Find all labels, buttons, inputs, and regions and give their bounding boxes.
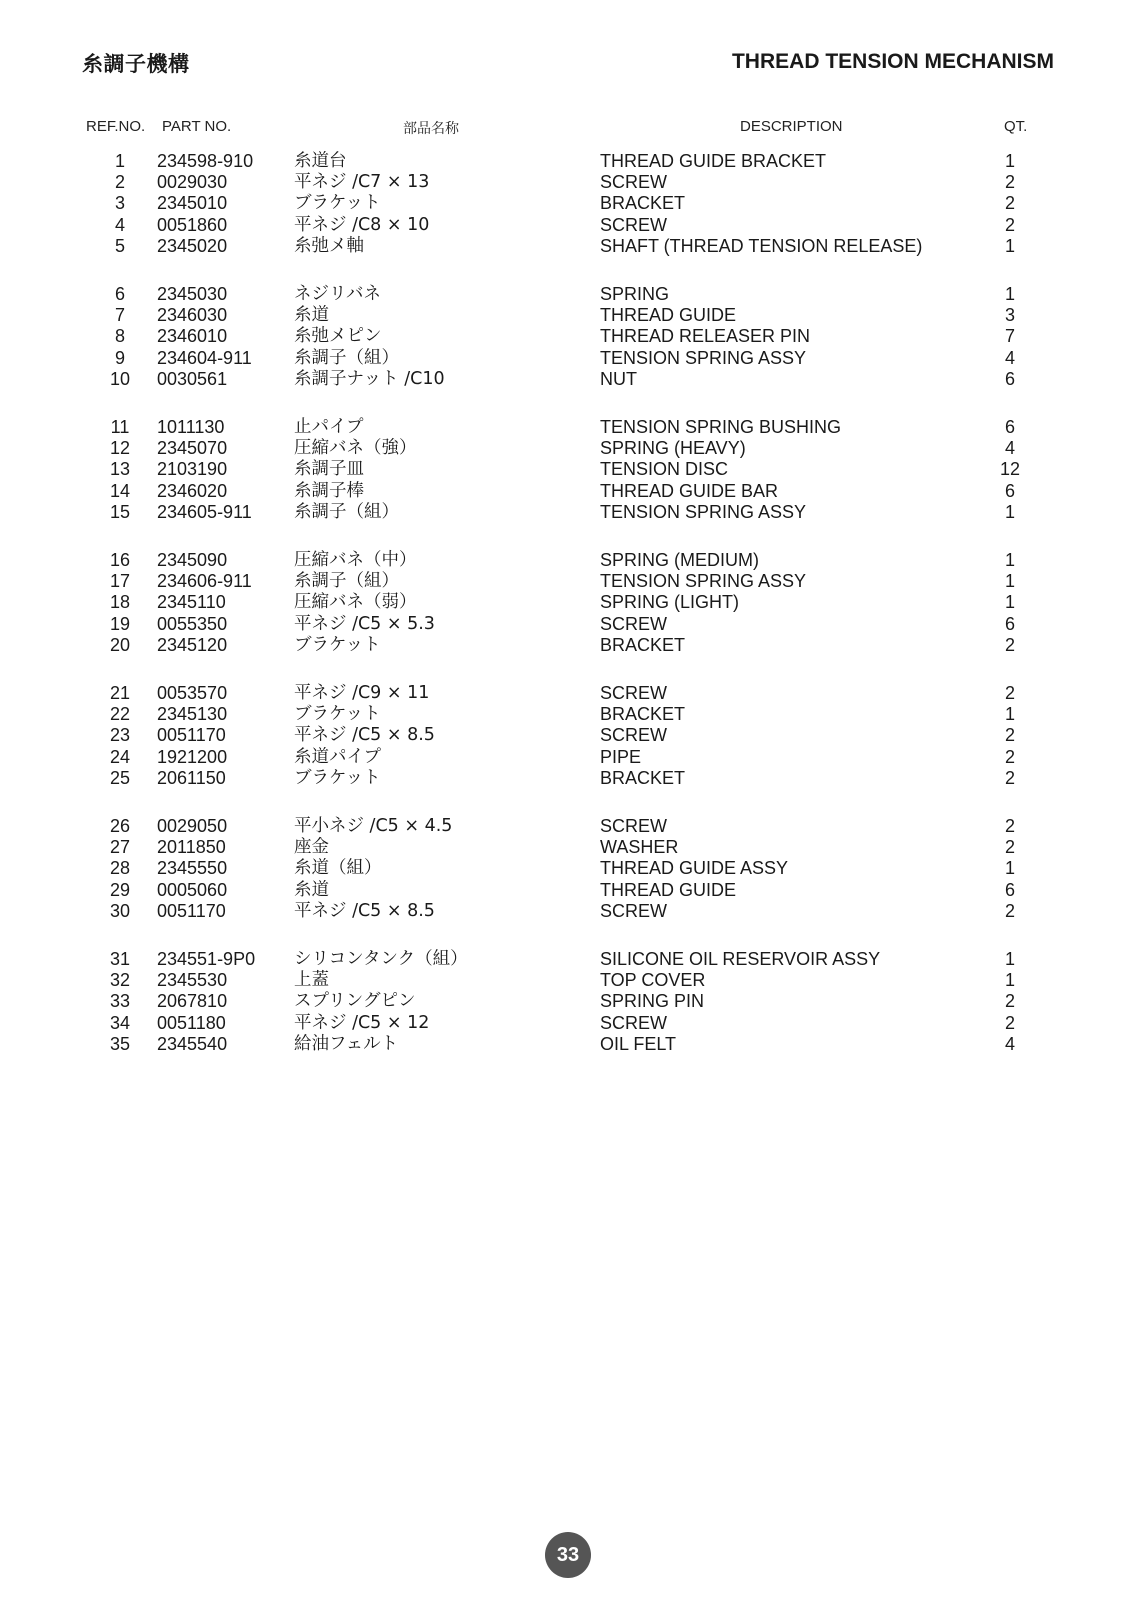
table-row [0, 325, 1132, 347]
row-part-no: 2345020 [157, 235, 228, 256]
row-ref-no: 19 [109, 613, 131, 634]
row-ref-no: 24 [109, 746, 131, 767]
row-quantity: 1 [1004, 858, 1015, 879]
row-ref-no: 17 [109, 571, 131, 592]
row-quantity: 1 [1004, 970, 1015, 991]
row-quantity: 7 [1004, 326, 1015, 347]
row-part-no: 2011850 [157, 837, 226, 858]
row-quantity: 1 [1004, 501, 1015, 522]
page-title-english: THREAD TENSION MECHANISM [731, 50, 1054, 73]
row-ref-no: 20 [109, 634, 131, 655]
row-quantity: 1 [1004, 284, 1015, 304]
row-japanese-name: 糸調子（組） [294, 347, 399, 368]
row-part-no: 234605-911 [157, 501, 252, 522]
row-japanese-name: 糸道 [294, 305, 329, 326]
row-japanese-name: スプリングピン [294, 991, 416, 1012]
row-description: SCREW [600, 172, 667, 193]
row-part-no: 0051180 [157, 1012, 226, 1033]
row-ref-no: 4 [114, 214, 125, 235]
row-quantity: 1 [1004, 571, 1015, 592]
row-quantity: 2 [1004, 991, 1015, 1012]
row-japanese-name: 糸調子棒 [294, 480, 364, 501]
row-quantity: 1 [1004, 550, 1015, 570]
table-row [0, 591, 1132, 613]
row-description: TENSION SPRING BUSHING [600, 417, 842, 437]
table-row [0, 1033, 1132, 1055]
table-row [0, 746, 1132, 768]
table-row [0, 368, 1132, 390]
row-japanese-name: 平ネジ /C5 × 8.5 [294, 900, 435, 921]
column-header-quantity: QT. [1004, 118, 1028, 135]
row-part-no: 234604-911 [157, 347, 252, 368]
row-japanese-name: 平ネジ /C9 × 11 [294, 683, 430, 703]
row-part-no: 0030561 [157, 368, 228, 389]
row-description: SPRING (HEAVY) [600, 438, 746, 459]
row-description: SPRING [600, 284, 670, 304]
table-row [0, 458, 1132, 480]
row-part-no: 2345010 [157, 193, 228, 214]
row-part-no: 1011130 [157, 417, 225, 437]
row-ref-no: 1 [114, 151, 125, 171]
row-description: SPRING (LIGHT) [600, 592, 740, 613]
row-ref-no: 25 [109, 767, 131, 788]
row-description: BRACKET [600, 193, 686, 214]
table-row [0, 948, 1132, 970]
row-ref-no: 23 [109, 725, 131, 746]
row-quantity: 6 [1004, 879, 1015, 900]
parts-table [0, 150, 1132, 1054]
row-quantity: 3 [1004, 305, 1015, 326]
table-row [0, 416, 1132, 438]
row-description: TENSION SPRING ASSY [600, 571, 807, 592]
row-ref-no: 32 [109, 970, 131, 991]
row-description: SCREW [600, 1012, 667, 1033]
table-row [0, 437, 1132, 459]
table-row [0, 304, 1132, 326]
row-description: BRACKET [600, 634, 686, 655]
row-quantity: 1 [1004, 704, 1015, 725]
row-description: TENSION DISC [600, 459, 729, 480]
row-japanese-name: 糸調子皿 [294, 459, 364, 480]
table-row [0, 235, 1132, 257]
row-japanese-name: 糸弛メ軸 [294, 235, 364, 256]
row-description: SCREW [600, 900, 667, 921]
row-description: SPRING PIN [600, 991, 705, 1012]
row-japanese-name: 平ネジ /C5 × 5.3 [294, 613, 435, 634]
row-japanese-name: ブラケット [294, 767, 381, 788]
row-description: SCREW [600, 613, 667, 634]
row-description: SILICONE OIL RESERVOIR ASSY [600, 949, 881, 969]
row-quantity: 2 [1004, 1012, 1015, 1033]
row-part-no: 2061150 [157, 767, 226, 788]
row-japanese-name: 平ネジ /C7 × 13 [294, 172, 430, 193]
row-japanese-name: 糸道台 [294, 151, 347, 171]
table-row [0, 857, 1132, 879]
row-part-no: 0053570 [157, 683, 228, 703]
row-quantity: 2 [1004, 634, 1015, 655]
row-ref-no: 31 [109, 949, 131, 969]
row-description: BRACKET [600, 704, 686, 725]
row-quantity: 1 [1004, 235, 1015, 256]
row-quantity: 2 [1004, 725, 1015, 746]
row-japanese-name: 給油フェルト [294, 1033, 399, 1054]
row-japanese-name: 平ネジ /C5 × 8.5 [294, 725, 435, 746]
row-japanese-name: 上蓋 [294, 970, 329, 991]
row-japanese-name: 止パイプ [294, 417, 364, 437]
row-ref-no: 13 [109, 459, 131, 480]
row-ref-no: 26 [109, 816, 131, 836]
row-ref-no: 11 [110, 417, 130, 437]
row-ref-no: 34 [109, 1012, 131, 1033]
row-quantity: 6 [1004, 368, 1015, 389]
table-row [0, 879, 1132, 901]
row-japanese-name: 平ネジ /C5 × 12 [294, 1012, 430, 1033]
row-description: SPRING (MEDIUM) [600, 550, 759, 570]
row-part-no: 0051170 [157, 900, 226, 921]
row-japanese-name: 糸道 [294, 879, 329, 900]
row-quantity: 2 [1004, 900, 1015, 921]
row-japanese-name: シリコンタンク（組） [294, 949, 468, 969]
row-quantity: 12 [999, 459, 1021, 480]
row-part-no: 1921200 [157, 746, 228, 767]
row-japanese-name: ブラケット [294, 634, 381, 655]
row-ref-no: 3 [114, 193, 125, 214]
row-description: TENSION SPRING ASSY [600, 347, 807, 368]
row-part-no: 234598-910 [157, 151, 254, 171]
row-description: SCREW [600, 725, 667, 746]
row-part-no: 0055350 [157, 613, 228, 634]
row-quantity: 1 [1004, 151, 1015, 171]
row-description: THREAD GUIDE BRACKET [600, 151, 827, 171]
row-part-no: 0005060 [157, 879, 228, 900]
row-ref-no: 12 [109, 438, 131, 459]
row-quantity: 2 [1004, 172, 1015, 193]
row-description: WASHER [600, 837, 679, 858]
row-japanese-name: ブラケット [294, 193, 381, 214]
table-row [0, 900, 1132, 922]
row-description: BRACKET [600, 767, 686, 788]
row-quantity: 4 [1004, 1033, 1015, 1054]
row-ref-no: 30 [109, 900, 131, 921]
row-description: OIL FELT [600, 1033, 677, 1054]
row-quantity: 2 [1004, 816, 1015, 836]
table-row [0, 283, 1132, 305]
table-row [0, 634, 1132, 656]
row-ref-no: 14 [109, 480, 131, 501]
row-description: SCREW [600, 214, 667, 235]
row-japanese-name: 糸調子（組） [294, 501, 399, 522]
row-ref-no: 22 [109, 704, 131, 725]
row-part-no: 0029050 [157, 816, 228, 836]
row-part-no: 2345540 [157, 1033, 228, 1054]
table-row [0, 969, 1132, 991]
row-part-no: 2345130 [157, 704, 228, 725]
row-quantity: 2 [1004, 767, 1015, 788]
row-part-no: 2345030 [157, 284, 228, 304]
row-quantity: 4 [1004, 347, 1015, 368]
row-ref-no: 10 [109, 368, 131, 389]
page-number-badge: 33 [545, 1532, 591, 1578]
row-description: PIPE [600, 746, 642, 767]
table-row [0, 836, 1132, 858]
table-row [0, 1012, 1132, 1034]
row-part-no: 0051170 [157, 725, 226, 746]
row-japanese-name: 圧縮バネ（中） [294, 550, 417, 570]
table-row [0, 724, 1132, 746]
row-part-no: 2345550 [157, 858, 228, 879]
row-part-no: 234606-911 [157, 571, 252, 592]
table-row [0, 549, 1132, 571]
row-ref-no: 21 [109, 683, 131, 703]
row-japanese-name: 圧縮バネ（弱） [294, 592, 417, 613]
row-quantity: 2 [1004, 683, 1015, 703]
row-japanese-name: ブラケット [294, 704, 381, 725]
row-part-no: 2345530 [157, 970, 228, 991]
row-ref-no: 9 [114, 347, 125, 368]
column-header-description: DESCRIPTION [740, 118, 843, 135]
row-japanese-name: 圧縮バネ（強） [294, 438, 417, 459]
table-row [0, 501, 1132, 523]
column-header-part-no: PART NO. [162, 118, 232, 135]
column-header-japanese-name: 部品名称 [403, 121, 459, 137]
table-row [0, 192, 1132, 214]
row-part-no: 2345120 [157, 634, 228, 655]
table-row [0, 171, 1132, 193]
row-ref-no: 15 [109, 501, 131, 522]
row-part-no: 2346030 [157, 305, 228, 326]
row-japanese-name: 糸調子ナット /C10 [294, 368, 445, 389]
row-description: THREAD RELEASER PIN [600, 326, 811, 347]
row-description: SCREW [600, 683, 667, 703]
row-description: NUT [600, 368, 637, 389]
row-ref-no: 29 [109, 879, 131, 900]
row-ref-no: 5 [114, 235, 125, 256]
row-part-no: 2067810 [157, 991, 228, 1012]
table-row [0, 815, 1132, 837]
table-row [0, 347, 1132, 369]
row-ref-no: 7 [114, 305, 125, 326]
column-header-ref-no: REF.NO. [86, 118, 146, 135]
row-japanese-name: 平ネジ /C8 × 10 [294, 214, 430, 235]
row-quantity: 2 [1004, 837, 1015, 858]
row-description: THREAD GUIDE [600, 305, 737, 326]
row-description: SCREW [600, 816, 667, 836]
row-part-no: 2345110 [157, 592, 226, 613]
row-ref-no: 18 [109, 592, 131, 613]
row-description: THREAD GUIDE BAR [600, 480, 779, 501]
table-row [0, 703, 1132, 725]
row-part-no: 2345070 [157, 438, 228, 459]
row-description: THREAD GUIDE [600, 879, 737, 900]
row-japanese-name: 糸道パイプ [294, 746, 381, 767]
table-row [0, 150, 1132, 172]
table-row [0, 570, 1132, 592]
row-description: TENSION SPRING ASSY [600, 501, 807, 522]
row-quantity: 4 [1004, 438, 1015, 459]
row-description: SHAFT (THREAD TENSION RELEASE) [600, 235, 923, 256]
row-quantity: 2 [1004, 746, 1015, 767]
table-row [0, 480, 1132, 502]
page-title-japanese: 糸調子機構 [82, 52, 190, 76]
row-japanese-name: 糸弛メピン [294, 326, 382, 347]
row-ref-no: 35 [109, 1033, 131, 1054]
table-row [0, 613, 1132, 635]
row-ref-no: 33 [109, 991, 131, 1012]
row-quantity: 6 [1004, 613, 1015, 634]
row-description: TOP COVER [600, 970, 706, 991]
row-quantity: 6 [1004, 480, 1015, 501]
row-ref-no: 2 [114, 172, 125, 193]
row-quantity: 6 [1004, 417, 1015, 437]
table-row [0, 214, 1132, 236]
row-ref-no: 27 [109, 837, 131, 858]
row-part-no: 234551-9P0 [157, 949, 256, 969]
row-part-no: 2346010 [157, 326, 228, 347]
row-part-no: 2103190 [157, 459, 228, 480]
row-japanese-name: 糸調子（組） [294, 571, 399, 592]
row-part-no: 0029030 [157, 172, 228, 193]
table-row [0, 682, 1132, 704]
row-quantity: 1 [1004, 592, 1015, 613]
row-japanese-name: 平小ネジ /C5 × 4.5 [294, 816, 453, 836]
row-part-no: 2345090 [157, 550, 228, 570]
row-quantity: 1 [1004, 949, 1015, 969]
row-quantity: 2 [1004, 214, 1015, 235]
row-japanese-name: ネジリバネ [294, 284, 381, 304]
row-quantity: 2 [1004, 193, 1015, 214]
row-ref-no: 8 [114, 326, 125, 347]
row-japanese-name: 座金 [294, 837, 329, 858]
table-row [0, 767, 1132, 789]
row-ref-no: 16 [109, 550, 131, 570]
row-part-no: 0051860 [157, 214, 228, 235]
row-ref-no: 28 [109, 858, 131, 879]
row-part-no: 2346020 [157, 480, 228, 501]
row-ref-no: 6 [114, 284, 125, 304]
table-row [0, 990, 1132, 1012]
row-description: THREAD GUIDE ASSY [600, 858, 789, 879]
row-japanese-name: 糸道（組） [294, 858, 382, 879]
